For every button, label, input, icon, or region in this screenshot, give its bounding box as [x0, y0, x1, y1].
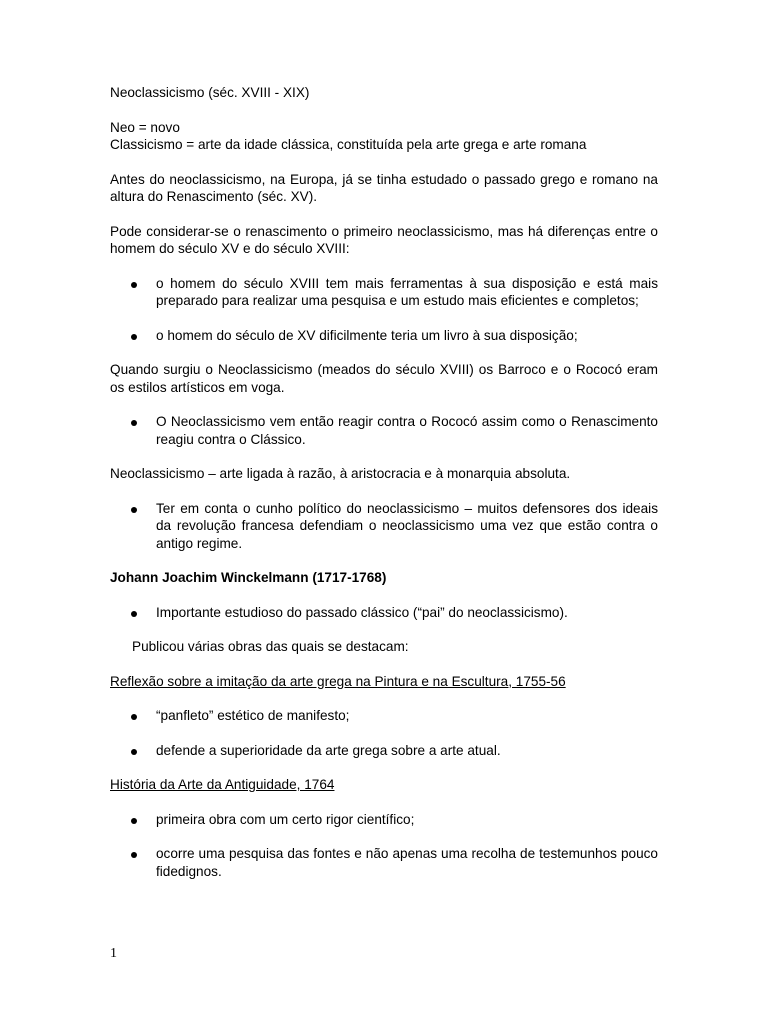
bullet-dot-icon: [131, 818, 137, 824]
bullet-list-historia: [110, 811, 658, 881]
list-item-text: O Neoclassicismo vem então reagir contra o Rococó assim como o Renascimento reagiu contra o Clássico.: [156, 414, 658, 447]
list-item: [110, 845, 658, 880]
bullet-list-reason: [110, 500, 658, 553]
list-item: [110, 707, 658, 725]
bullet-dot-icon: [131, 334, 137, 340]
bullet-dot-icon: [131, 507, 137, 513]
bullet-dot-icon: [131, 749, 137, 755]
list-item-text: “panfleto” estético de manifesto;: [156, 708, 350, 723]
bullet-dot-icon: [131, 714, 137, 720]
list-item-text: defende a superioridade da arte grega sobre a arte atual.: [156, 742, 501, 758]
list-item: [110, 742, 658, 760]
published-works-intro: Publicou várias obras das quais se destacam:: [132, 639, 409, 654]
list-item-text: o homem do século de XV dificilmente teria um livro à sua disposição;: [156, 327, 578, 343]
definition-neo: Neo = novo: [110, 119, 180, 135]
work-title-reflexao: Reflexão sobre a imitação da arte grega na Pintura e na Escultura, 1755-56: [110, 673, 566, 689]
list-item-text: o homem do século XVIII tem mais ferramentas à sua disposição e está mais preparado para realizar uma pesquisa e um estudo mais eficientes e completos;: [156, 275, 658, 308]
definitions-block: [110, 119, 658, 154]
list-item: [110, 811, 658, 829]
bullet-list-renaissance: [110, 275, 658, 345]
paragraph-before: Antes do neoclassicismo, na Europa, já se tinha estudado o passado grego e romano na altura do Renascimento (séc. XV).: [110, 171, 658, 204]
list-item: [110, 604, 658, 622]
bullet-dot-icon: [131, 282, 137, 288]
list-item: [110, 275, 658, 310]
bullet-list-winckelmann: [110, 604, 658, 622]
list-item-text: Ter em conta o cunho político do neoclassicismo – muitos defensores dos ideais da revolução francesa defendiam o neoclassicismo uma vez que estão contra o antigo regime.: [156, 500, 658, 551]
work-title-historia: História da Arte da Antiguidade, 1764: [110, 777, 335, 792]
bullet-dot-icon: [131, 852, 137, 858]
list-item-text: ocorre uma pesquisa das fontes e não apenas uma recolha de testemunhos pouco fidedignos.: [156, 846, 658, 879]
bullet-list-reflexao: [110, 707, 658, 759]
page-number: 1: [110, 946, 117, 961]
paragraph-reason: Neoclassicismo – arte ligada à razão, à aristocracia e à monarquia absoluta.: [110, 466, 571, 481]
document-body: [110, 84, 658, 897]
list-item-text: primeira obra com um certo rigor científico;: [156, 811, 415, 827]
paragraph-renaissance: Pode considerar-se o renascimento o primeiro neoclassicismo, mas há diferenças entre o homem do século XV e do século XVIII:: [110, 223, 658, 256]
definition-classicismo: Classicismo = arte da idade clássica, constituída pela arte grega e arte romana: [110, 137, 587, 152]
list-item: [110, 413, 658, 448]
bullet-dot-icon: [131, 420, 137, 426]
list-item: [110, 327, 658, 345]
list-item: [110, 500, 658, 553]
bullet-list-emergence: [110, 413, 658, 448]
list-item-text: Importante estudioso do passado clássico (“pai” do neoclassicismo).: [156, 604, 568, 620]
winckelmann-heading: Johann Joachim Winckelmann (1717-1768): [110, 570, 387, 585]
bullet-dot-icon: [131, 611, 137, 617]
paragraph-emergence: Quando surgiu o Neoclassicismo (meados do século XVIII) os Barroco e o Rococó eram os estilos artísticos em voga.: [110, 362, 658, 395]
document-title: Neoclassicismo (séc. XVIII - XIX): [110, 85, 310, 100]
